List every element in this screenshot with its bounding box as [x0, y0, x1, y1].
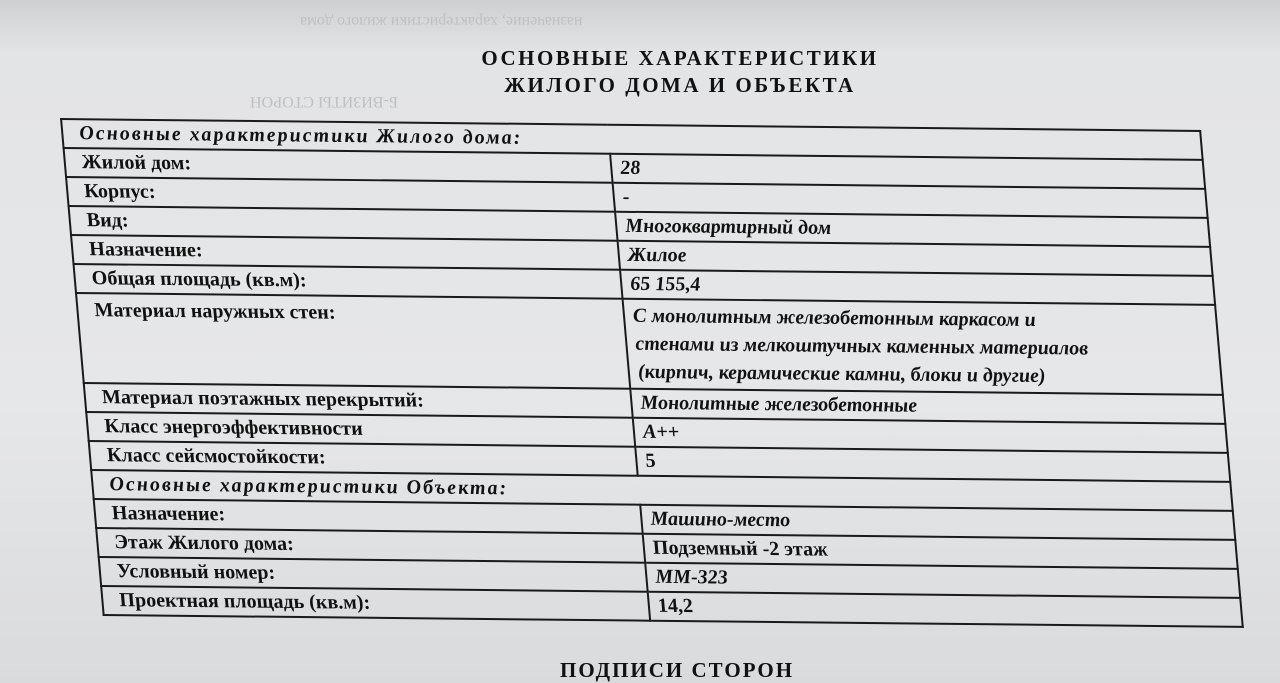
row-label: Материал наружных стен: [76, 293, 630, 389]
document-title-line-1: ОСНОВНЫЕ ХАРАКТЕРИСТИКИ [481, 46, 879, 70]
row-label: Корпус: [66, 177, 615, 212]
row-label: Назначение: [71, 235, 620, 270]
row-label: Проектная площадь (кв.м): [101, 586, 650, 621]
row-value: Многоквартирный дом [615, 212, 1210, 247]
row-value-multiline [623, 299, 1223, 395]
row-label: Класс сейсмостойкости: [89, 441, 638, 476]
row-label: Класс энергоэффективности [86, 412, 635, 447]
row-value: Подземный -2 этаж [643, 534, 1238, 569]
row-value: А++ [633, 418, 1228, 453]
row-value: 14,2 [648, 592, 1243, 627]
signatures-heading: ПОДПИСИ СТОРОН [560, 658, 795, 682]
row-label: Этаж Жилого дома: [96, 528, 645, 563]
row-label: Назначение: [94, 499, 643, 534]
row-value: 28 [610, 154, 1205, 189]
row-value: Жилое [618, 241, 1213, 276]
value-line: стенами из мелкоштучных каменных материалов [634, 332, 1089, 360]
row-label: Вид: [69, 206, 618, 241]
row-label: Общая площадь (кв.м): [74, 264, 623, 299]
row-label: Условный номер: [99, 557, 648, 592]
row-label: Жилой дом: [64, 148, 613, 183]
characteristics-table-wrapper [60, 118, 1244, 628]
value-line: С монолитным железобетонным каркасом и [632, 304, 1037, 332]
row-value: Машино-место [640, 505, 1235, 540]
bleed-through-text: назначение, характеристики жилого дома [300, 13, 583, 30]
bleed-through-text: Б-ВИЗИТЫ СТОРОН [250, 93, 399, 110]
table-row [76, 293, 1223, 395]
row-value: 5 [635, 447, 1230, 482]
document-title-line-2: ЖИЛОГО ДОМА И ОБЪЕКТА [504, 73, 856, 97]
value-line: (кирпич, керамические камни, блоки и другие) [636, 360, 1047, 388]
row-value: ММ-323 [645, 563, 1240, 598]
house-section-heading: Основные характеристики Жилого дома: [61, 119, 1203, 160]
row-value: - [613, 183, 1208, 218]
row-label: Материал поэтажных перекрытий: [84, 383, 633, 418]
object-section-heading: Основные характеристики Объекта: [91, 470, 1233, 511]
row-value: 65 155,4 [620, 270, 1215, 305]
row-value: Монолитные железобетонные [630, 389, 1225, 424]
characteristics-table [60, 118, 1244, 628]
